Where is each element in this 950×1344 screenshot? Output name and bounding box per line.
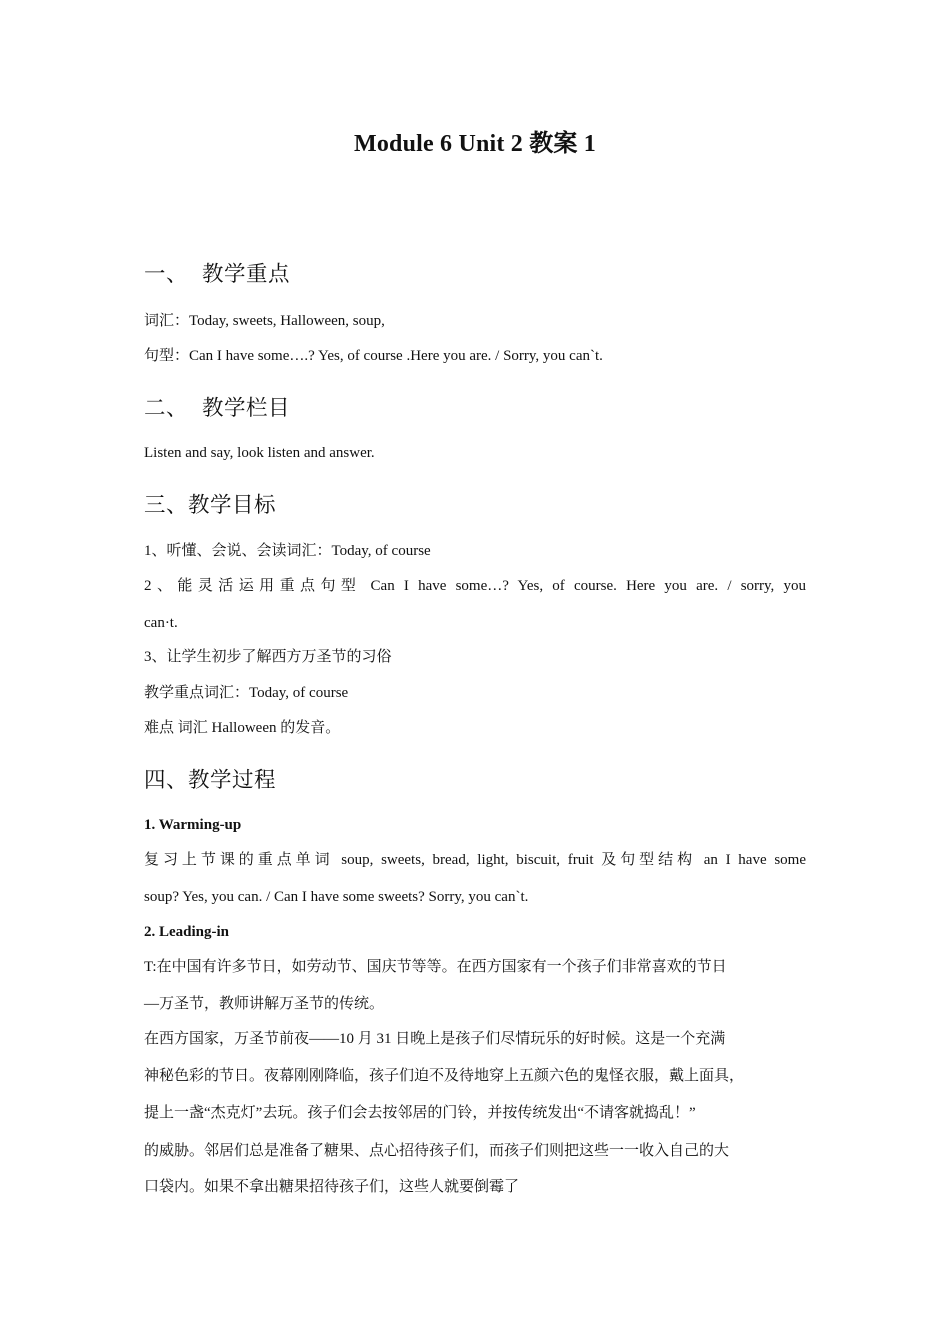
section-heading-process: 四、教学过程 [144, 768, 277, 793]
goal-2-line-2: can·t. [144, 615, 178, 631]
step-2-line-2: —万圣节，教师讲解万圣节的传统。 [144, 996, 385, 1012]
step-2-line-1: T:在中国有许多节日，如劳动节、国庆节等等。在西方国家有一个孩子们非常喜欢的节日 [144, 959, 727, 975]
halloween-paragraph-line-3: 提上一盏“杰克灯”去玩。孩子们会去按邻居的门铃，并按传统发出“不请客就捣乱！” [144, 1105, 696, 1121]
difficulty-line: 难点 词汇 Halloween 的发音。 [144, 720, 341, 736]
document-title: Module 6 Unit 2 教案 1 [353, 131, 596, 157]
section-number: 一、 [144, 262, 189, 287]
step-2-title: 2. Leading-in [144, 924, 230, 940]
section-title: 教学栏目 [202, 396, 291, 421]
halloween-paragraph-line-4: 的威胁。邻居们总是准备了糖果、点心招待孩子们，而孩子们则把这些一一收入自己的大 [144, 1143, 730, 1159]
section-number: 二、 [144, 396, 189, 421]
goal-1: 1、听懂、会说、会读词汇：Today, of course [144, 543, 431, 559]
columns-text: Listen and say, look listen and answer. [144, 445, 375, 461]
section-heading-focus [144, 257, 290, 288]
halloween-paragraph-line-5: 口袋内。如果不拿出糖果招待孩子们，这些人就要倒霉了 [144, 1179, 520, 1195]
section-heading-goals: 三、教学目标 [144, 493, 277, 518]
section-title: 教学重点 [202, 262, 291, 287]
halloween-paragraph-line-1: 在西方国家，万圣节前夜——10 月 31 日晚上是孩子们尽情玩乐的好时候。这是一个充满 [144, 1031, 726, 1047]
goal-2-line-1: 2、能灵活运用重点句型 Can I have some…? Yes, of course. Here you are. / sorry, you [144, 578, 806, 594]
section-heading-columns [144, 391, 290, 422]
goal-3: 3、让学生初步了解西方万圣节的习俗 [144, 649, 392, 665]
halloween-paragraph-line-2: 神秘色彩的节日。夜幕刚刚降临，孩子们迫不及待地穿上五颜六色的鬼怪衣服，戴上面具， [144, 1068, 745, 1084]
step-1-line-2: soup? Yes, you can. / Can I have some sweets? Sorry, you can`t. [144, 889, 529, 905]
step-1-line-1: 复习上节课的重点单词 soup, sweets, bread, light, biscuit, fruit 及句型结构 an I have some [144, 852, 806, 868]
vocab-line: 词汇：Today, sweets, Halloween, soup, [144, 313, 385, 329]
step-1-title: 1. Warming-up [144, 817, 242, 833]
key-vocab-line: 教学重点词汇：Today, of course [144, 685, 349, 701]
sentence-pattern-line: 句型：Can I have some….? Yes, of course .Here you are. / Sorry, you can`t. [144, 348, 603, 364]
